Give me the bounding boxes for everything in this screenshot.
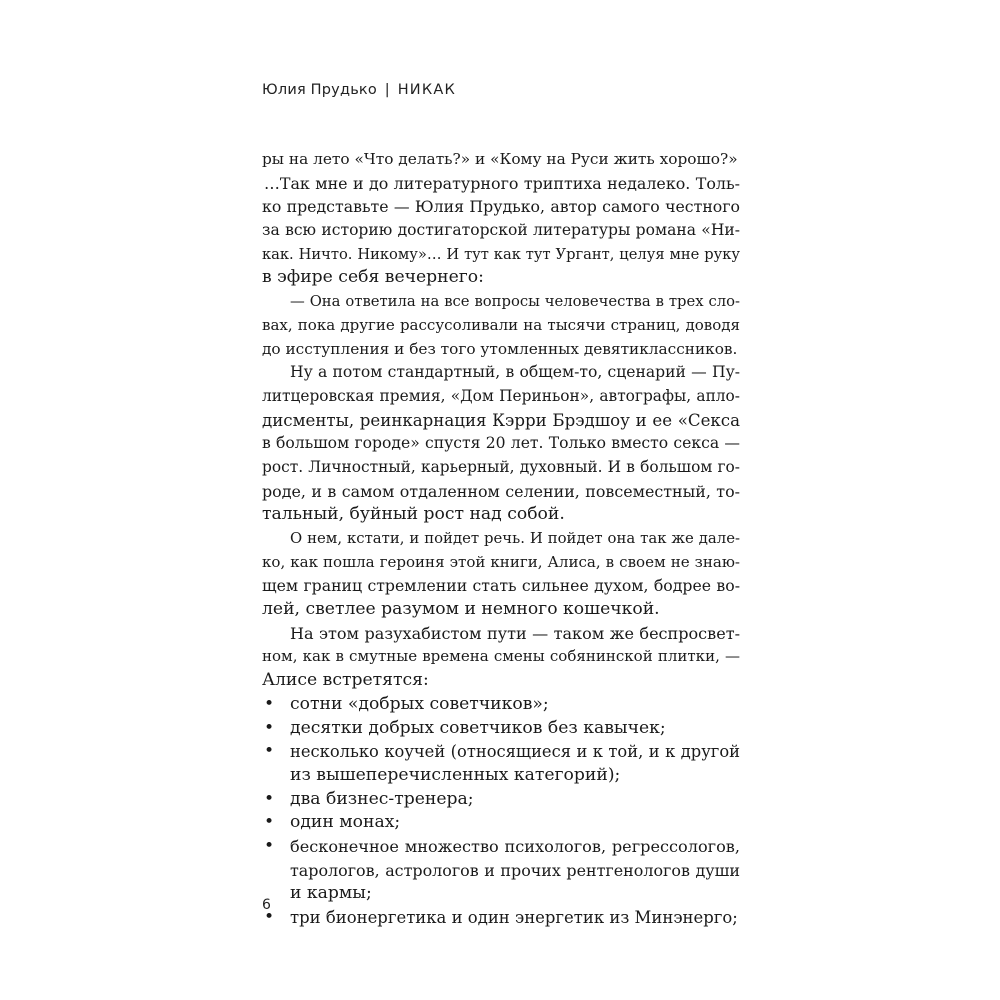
bullet-icon: • xyxy=(264,907,275,927)
list-item xyxy=(262,811,740,835)
list-item-text xyxy=(262,811,740,835)
list-item xyxy=(262,740,740,787)
text-line: Ну а потом стандартный, в общем-то, сценарий — Пу- xyxy=(290,363,740,382)
bullet-icon: • xyxy=(264,812,275,833)
text-line: На этом разухабистом пути — таком же беспросвет- xyxy=(290,623,740,643)
list-item xyxy=(262,906,740,930)
text-line: ном, как в смутные времена смены собянинской плитки, — xyxy=(262,647,740,666)
running-head xyxy=(262,82,456,98)
bullet-icon: • xyxy=(264,835,275,856)
bullet-icon: • xyxy=(264,741,275,762)
list-item-line: сотни «добрых советчиков»; xyxy=(290,693,549,714)
list-item-text xyxy=(262,835,740,906)
text-line: в эфире себя вечернего: xyxy=(262,267,484,288)
list-item-line: десятки добрых советчиков без кавычек; xyxy=(290,717,666,738)
list-item-text xyxy=(262,740,740,787)
list-item-text xyxy=(262,693,740,717)
list-item-text xyxy=(262,788,740,812)
list-item xyxy=(262,835,740,906)
running-head-author: Юлия Прудько xyxy=(262,82,377,98)
text-line: тальный, буйный рост над собой. xyxy=(262,504,565,525)
bullet-icon: • xyxy=(264,717,275,738)
text-line: Алисе встретятся: xyxy=(262,670,429,691)
running-head-book-title: НИКАК xyxy=(397,82,456,98)
text-line: лей, светлее разумом и немного кошечкой. xyxy=(262,599,660,620)
bullet-list xyxy=(262,693,740,930)
text-line: вах, пока другие рассусоливали на тысячи страниц, доводя xyxy=(262,315,740,334)
list-item-line: несколько коучей (относящиеся и к той, и к другой xyxy=(290,742,740,762)
text-line: ры на лето «Что делать?» и «Кому на Руси жить хорошо?» xyxy=(262,150,738,168)
list-item-line: три бионергетика и один энергетик из Минэнерго; xyxy=(290,908,738,927)
page-number: 6 xyxy=(262,897,271,913)
list-item-line: один монах; xyxy=(290,812,401,833)
list-item-line: тарологов, астрологов и прочих рентгенологов души xyxy=(290,860,740,880)
text-line: щем границ стремлении стать сильнее духом, бодрее во- xyxy=(262,576,740,596)
list-item xyxy=(262,693,740,717)
prose-paragraphs xyxy=(262,148,740,693)
text-line: ко представьте — Юлия Прудько, автор самого честного xyxy=(262,197,740,217)
text-line: дисменты, реинкарнация Кэрри Брэдшоу и ее «Секса xyxy=(262,410,740,430)
text-line: как. Ничто. Никому»… И тут как тут Ургант, целуя мне руку xyxy=(262,245,740,263)
text-line: О нем, кстати, и пойдет речь. И пойдет она так же дале- xyxy=(290,529,740,547)
list-item-line: бесконечное множество психологов, регрессологов, xyxy=(290,836,740,856)
list-item xyxy=(262,788,740,812)
text-line: роде, и в самом отдаленном селении, повсеместный, то- xyxy=(262,481,740,501)
bullet-icon: • xyxy=(264,693,275,714)
page-body xyxy=(262,148,740,930)
text-line: литцеровская премия, «Дом Периньон», автографы, апло- xyxy=(262,386,740,405)
list-item-line: и кармы; xyxy=(290,883,372,904)
text-line: до исступления и без того утомленных девятиклассников. xyxy=(262,339,738,358)
text-line: …Так мне и до литературного триптиха недалеко. Толь- xyxy=(264,173,740,193)
text-line: рост. Личностный, карьерный, духовный. И в большом го- xyxy=(262,457,740,476)
text-line: — Она ответила на все вопросы человечества в трех сло- xyxy=(290,293,740,311)
text-line: в большом городе» спустя 20 лет. Только вместо секса — xyxy=(262,434,740,453)
text-line: ко, как пошла героиня этой книги, Алиса, в своем не знаю- xyxy=(262,552,740,571)
list-item-text xyxy=(262,717,740,741)
list-item-text xyxy=(262,906,740,930)
list-item xyxy=(262,717,740,741)
bullet-icon: • xyxy=(264,788,275,809)
list-item-line: два бизнес-тренера; xyxy=(290,788,474,809)
list-item-line: из вышеперечисленных категорий); xyxy=(290,764,621,785)
running-head-separator: | xyxy=(384,82,390,98)
text-line: за всю историю достигаторской литературы романа «Ни- xyxy=(262,221,740,240)
